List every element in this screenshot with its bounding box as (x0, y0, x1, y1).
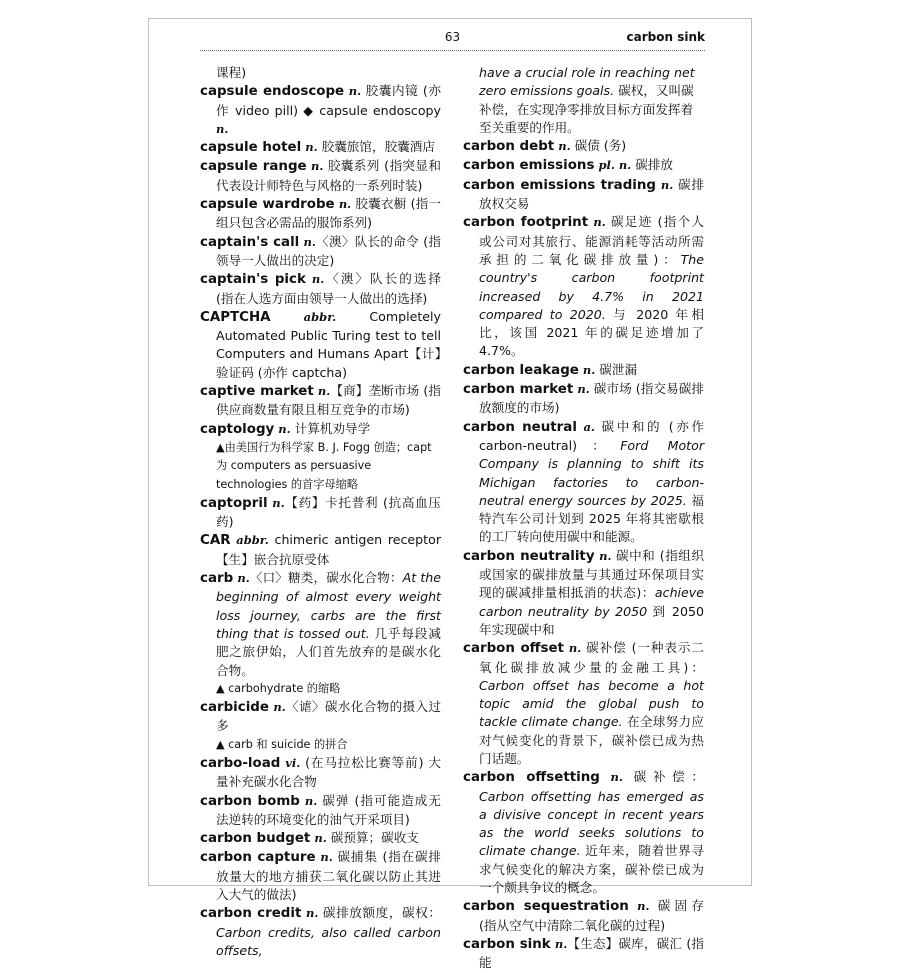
part-of-speech: pl. n. (598, 158, 632, 173)
page-number: 63 (444, 30, 461, 44)
part-of-speech: vi. (285, 755, 301, 770)
part-of-speech: n. (278, 421, 291, 436)
headword: carbon emissions trading (463, 177, 657, 193)
headword: carbon credit (200, 906, 302, 922)
headword: CAPTCHA (200, 309, 271, 325)
entry-car (200, 531, 441, 569)
part-of-speech: n. (338, 197, 352, 212)
definition: 【生态】碳库，碳汇 (指能 (479, 935, 704, 971)
entry-captcha (200, 308, 441, 382)
entry-carbon-sequestration (463, 897, 704, 935)
definition: 碳补偿 (一种表示二氧化碳排放减少量的金融工具)： (479, 640, 704, 675)
entry-carbon-footprint (463, 213, 704, 360)
guide-word: carbon sink (626, 30, 705, 44)
etymology-note: ▲ carbohydrate 的缩略 (216, 681, 341, 695)
part-of-speech: n. (577, 382, 590, 397)
example-sentence: achieve carbon neutrality by 2050 (479, 585, 704, 619)
etymology-note: ▲由美国行为科学家 B. J. Fogg 创造；capt 为 computers as persuasive technologies 的首字母缩略 (216, 440, 432, 491)
entry-carbon-credit (200, 904, 441, 960)
entry-capsule-endoscope (200, 82, 441, 138)
entry-carbon-neutral (463, 418, 704, 547)
right-column (463, 64, 704, 973)
entry-capsule-wardrobe (200, 195, 441, 233)
definition: 碳补偿： (622, 769, 704, 785)
part-of-speech: n. (348, 84, 362, 99)
part-of-speech: n. (216, 121, 229, 136)
definition: 碳泄漏 (595, 361, 638, 377)
definition: 胶囊衣橱 (指一组只包含必需品的服饰系列) (216, 196, 441, 231)
example-sentence: Ford Motor Company is planning to shift its Michigan factories to carbon-neutral energy sources by 2025. (479, 437, 704, 508)
example-translation: 近年来，随着世界寻求气候变化的解决方案，碳补偿已成为一个颇具争议的概念。 (479, 843, 704, 896)
headword: carbo-load (200, 755, 281, 771)
entry-capsule-hotel (200, 138, 441, 157)
entry-capsule-range (200, 157, 441, 195)
entry-captology (200, 420, 441, 439)
headword: captain's pick (200, 272, 306, 288)
headword: carbicide (200, 700, 269, 716)
headword: carbon footprint (463, 215, 589, 231)
entry-carbon-neutrality (463, 547, 704, 639)
entry-captopril (200, 494, 441, 532)
example-translation: 几乎每段减肥之旅伊始，人们首先放弃的是碳水化合物。 (216, 625, 441, 678)
example-translation: 福特汽车公司计划到 2025 年将其密歇根的工厂转向使用碳中和能源。 (479, 492, 704, 545)
definition: 碳捕集 (指在碳排放量大的地方捕获二氧化碳以防止其进入大气的做法) (216, 849, 441, 903)
header-rule (200, 50, 705, 51)
definition: 碳中和 (指组织或国家的碳排放量与其通过环保项目实现的碳减排量相抵消的状态)： (479, 547, 704, 601)
entry-captains-pick (200, 270, 441, 308)
entry-carbo-load (200, 754, 441, 792)
definition: 〈谑〉碳水化合物的摄入过多 (216, 699, 441, 734)
definition: Completely Automated Public Turing test to tell Computers and Humans Apart【计】验证码 (亦作 captcha) (216, 308, 441, 380)
entry-carbon-leakage (463, 361, 704, 380)
headword: captive market (200, 384, 314, 400)
definition: 碳弹 (指可能造成无法逆转的环境变化的油气开采项目) (216, 792, 441, 827)
entry-carb (200, 569, 441, 680)
entry-carbon-offsetting (463, 768, 704, 897)
part-of-speech: n. (599, 548, 612, 563)
definition: 胶囊内镜 (亦作 video pill) ◆ capsule endoscopy (216, 83, 441, 118)
part-of-speech: n. (593, 215, 606, 230)
part-of-speech: n. (317, 384, 331, 399)
part-of-speech: n. (582, 362, 596, 377)
headword: carbon sequestration (463, 899, 629, 915)
example-sentence: have a crucial role in reaching net zero emissions goals. (479, 65, 695, 99)
definition: 碳排放 (631, 157, 674, 173)
continued-text: 课程) (216, 65, 247, 80)
definition: 碳中和的 (亦作 carbon-neutral)： (479, 418, 704, 453)
example-translation: 碳权，又叫碳补偿，在实现净零排放目标方面发挥着至关重要的作用。 (479, 83, 694, 135)
part-of-speech: n. (554, 936, 568, 951)
definition: chimeric antigen receptor【生】嵌合抗原受体 (216, 532, 441, 567)
part-of-speech: n. (568, 641, 582, 656)
definition: (在马拉松比赛等前) 大量补充碳水化合物 (216, 754, 441, 790)
continued-text (463, 64, 704, 137)
headword: CAR (200, 533, 231, 549)
example-translation: 与 2020 年相比，该国 2021 年的碳足迹增加了 4.7%。 (479, 306, 704, 359)
definition: 〈澳〉队长的选择 (指在人选方面由领导一人做出的选择) (216, 271, 442, 306)
headword: carbon budget (200, 831, 311, 847)
headword: capsule hotel (200, 140, 302, 156)
headword: capsule endoscope (200, 84, 345, 100)
part-of-speech: n. (314, 831, 327, 846)
example-sentence: Carbon offsetting has emerged as a divisive concept in recent years as the world seeks solutions to climate change. (479, 788, 704, 859)
etymology-note: ▲ carb 和 suicide 的拼合 (216, 737, 348, 751)
part-of-speech: n. (610, 770, 623, 785)
definition: 〈口〉糖类，碳水化合物： (249, 570, 403, 586)
headword: capsule wardrobe (200, 197, 335, 213)
part-of-speech: n. (237, 571, 250, 586)
definition: 碳债 (务) (570, 138, 627, 154)
headword: carbon capture (200, 850, 316, 866)
part-of-speech: n. (273, 700, 286, 715)
headword: carbon sink (463, 936, 551, 952)
headword: captopril (200, 495, 268, 511)
example-translation: 在全球努力应对气候变化的背景下，碳补偿已成为热门话题。 (479, 714, 704, 766)
part-of-speech: abbr. (303, 309, 337, 324)
example-sentence: Carbon credits, also called carbon offsets, (216, 924, 441, 958)
part-of-speech: n. (305, 906, 319, 921)
example-sentence: The country's carbon footprint increased by 4.7% in 2021 compared to 2020. (479, 251, 704, 322)
entry-carbon-offset (463, 639, 704, 768)
part-of-speech: abbr. (236, 533, 269, 548)
part-of-speech: n. (660, 177, 674, 192)
definition: 胶囊系列 (指突显和代表设计师特色与风格的一系列时装) (216, 158, 441, 193)
part-of-speech: n. (311, 159, 324, 174)
part-of-speech: n. (304, 793, 318, 808)
entry-carbon-capture (200, 848, 441, 904)
definition: 碳固存 (指从空气中清除二氧化碳的过程) (479, 898, 704, 933)
definition: 碳市场 (指交易碳排放额度的市场) (479, 381, 704, 416)
entry-carbicide (200, 698, 441, 736)
definition: 胶囊旅馆，胶囊酒店 (317, 139, 435, 155)
part-of-speech: a. (583, 419, 595, 434)
headword: carbon leakage (463, 362, 579, 378)
part-of-speech: n. (311, 272, 325, 287)
definition: 碳足迹 (指个人或公司对其旅行、能源消耗等活动所需承担的二氧化碳排放量)： (479, 214, 704, 267)
entry-carbon-bomb (200, 792, 441, 830)
headword: carbon bomb (200, 793, 300, 809)
entry-captive-market (200, 382, 441, 420)
headword: carb (200, 571, 234, 587)
headword: captain's call (200, 234, 300, 250)
headword: captology (200, 421, 275, 437)
running-head (200, 30, 705, 50)
part-of-speech: n. (303, 234, 316, 249)
part-of-speech: n. (272, 495, 285, 510)
definition: 碳预算；碳收支 (326, 830, 419, 846)
left-column (200, 64, 441, 960)
headword: carbon emissions (463, 158, 595, 174)
headword: carbon offsetting (463, 770, 600, 786)
example-translation: 到 2050 年实现碳中和 (479, 603, 704, 637)
definition: 计算机劝导学 (290, 420, 371, 436)
definition: 【药】卡托普利 (抗高血压药) (216, 494, 441, 530)
part-of-speech: n. (305, 140, 318, 155)
headword: carbon debt (463, 139, 555, 155)
example-sentence: At the beginning of almost every weight loss journey, carbs are the first thing that is tossed out. (216, 570, 442, 641)
entry-carbon-emissions (463, 156, 704, 175)
example-sentence: Carbon offset has become a hot topic amid the global push to tackle climate change. (479, 677, 704, 730)
headword: carbon offset (463, 641, 564, 657)
entry-carbon-market (463, 380, 704, 418)
definition: 〈澳〉队长的命令 (指领导一人做出的决定) (216, 233, 441, 268)
headword: carbon market (463, 382, 574, 398)
part-of-speech: n. (320, 850, 333, 865)
part-of-speech: n. (637, 899, 650, 914)
definition: 【商】垄断市场 (指供应商数量有限且相互竞争的市场) (216, 383, 441, 418)
entry-carbon-emissions-trading (463, 176, 704, 214)
part-of-speech: n. (558, 139, 571, 154)
entry-carbon-budget (200, 829, 441, 848)
headword: carbon neutral (463, 419, 577, 435)
entry-captains-call (200, 233, 441, 271)
headword: carbon neutrality (463, 548, 595, 564)
entry-carbon-sink (463, 935, 704, 973)
headword: capsule range (200, 159, 307, 175)
definition: 碳排放权交易 (479, 176, 704, 212)
entry-carbon-debt (463, 137, 704, 156)
definition: 碳排放额度，碳权： (318, 905, 441, 921)
